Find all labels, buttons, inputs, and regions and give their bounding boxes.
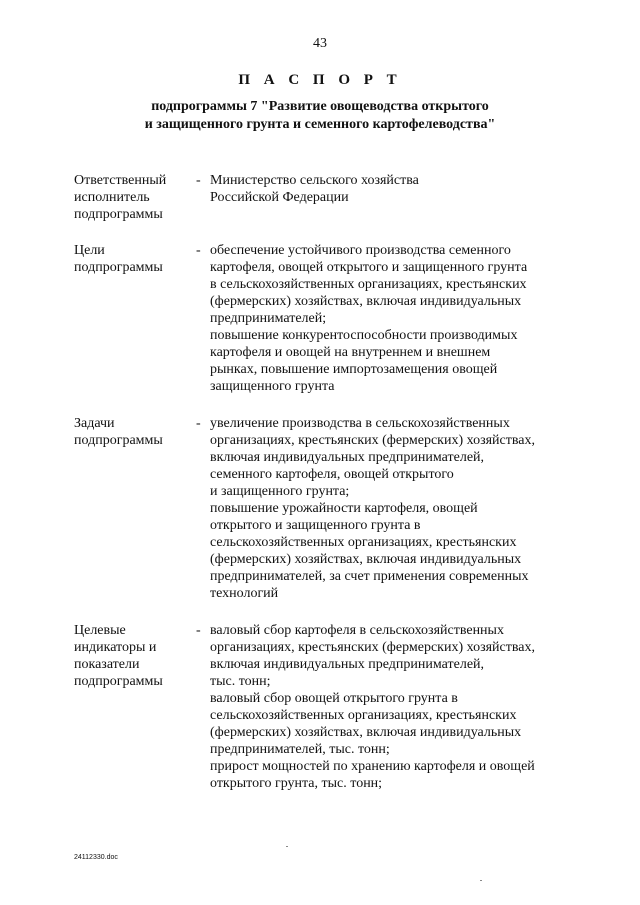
content-line: (фермерских) хозяйствах, включая индивидуальных [210, 294, 522, 309]
row-dash: - [196, 243, 201, 258]
row-dash: - [196, 416, 201, 431]
content-line: тыс. тонн; [210, 674, 271, 689]
row-dash: - [196, 173, 201, 188]
content-line: предпринимателей; [210, 311, 327, 326]
content-line: картофеля, овощей открытого и защищенного грунта [210, 260, 528, 275]
content-line: Министерство сельского хозяйства [210, 173, 419, 188]
label-line: исполнитель [74, 190, 150, 205]
content-line: в сельскохозяйственных организациях, крестьянских [210, 277, 527, 292]
row-label [74, 622, 192, 690]
content-line: и защищенного грунта; [210, 484, 350, 499]
footer-file-name: 24112330.doc [74, 854, 118, 861]
subtitle-line: подпрограммы 7 "Развитие овощеводства открытого [151, 99, 489, 114]
row-dash: - [196, 623, 201, 638]
scan-speck [286, 846, 288, 847]
content-line: включая индивидуальных предпринимателей, [210, 657, 485, 672]
content-line: сельскохозяйственных организациях, крестьянских [210, 708, 517, 723]
subtitle-line: и защищенного грунта и семенного картофелеводства" [144, 117, 496, 132]
content-line: повышение урожайности картофеля, овощей [210, 501, 478, 516]
content-line: защищенного грунта [210, 379, 335, 394]
content-line: повышение конкурентоспособности производимых [210, 328, 518, 343]
row-content [210, 172, 574, 206]
content-line: картофеля и овощей на внутреннем и внешнем [210, 345, 491, 360]
row-label [74, 415, 192, 449]
content-line: валовый сбор овощей открытого грунта в [210, 691, 458, 706]
content-line: организациях, крестьянских (фермерских) хозяйствах, [210, 433, 536, 448]
content-line: организациях, крестьянских (фермерских) хозяйствах, [210, 640, 536, 655]
content-line: семенного картофеля, овощей открытого [210, 467, 454, 482]
row-content [210, 242, 574, 395]
content-line: предпринимателей, тыс. тонн; [210, 742, 390, 757]
label-line: показатели [74, 657, 140, 672]
row-label [74, 242, 192, 276]
content-line: открытого грунта, тыс. тонн; [210, 776, 383, 791]
content-line: Российской Федерации [210, 190, 349, 205]
label-line: Ответственный [74, 173, 167, 188]
row-content [210, 622, 574, 792]
content-line: включая индивидуальных предпринимателей, [210, 450, 485, 465]
row-content [210, 415, 574, 602]
content-line: валовый сбор картофеля в сельскохозяйственных [210, 623, 504, 638]
content-line: открытого и защищенного грунта в [210, 518, 421, 533]
content-line: прирост мощностей по хранению картофеля и овощей [210, 759, 535, 774]
label-line: подпрограммы [74, 674, 163, 689]
scan-speck [480, 880, 482, 881]
row-label [74, 172, 192, 223]
content-line: (фермерских) хозяйствах, включая индивидуальных [210, 552, 522, 567]
label-line: Цели [74, 243, 105, 258]
content-line: сельскохозяйственных организациях, крестьянских [210, 535, 517, 550]
label-line: Задачи [74, 416, 115, 431]
content-line: увеличение производства в сельскохозяйственных [210, 416, 510, 431]
content-line: технологий [210, 586, 279, 601]
content-line: рынках, повышение импортозамещения овощей [210, 362, 498, 377]
label-line: подпрограммы [74, 207, 163, 222]
document-title: П А С П О Р Т [238, 72, 402, 88]
content-line: обеспечение устойчивого производства семенного [210, 243, 511, 258]
content-line: предпринимателей, за счет применения современных [210, 569, 529, 584]
label-line: Целевые [74, 623, 126, 638]
content-line: (фермерских) хозяйствах, включая индивидуальных [210, 725, 522, 740]
label-line: подпрограммы [74, 260, 163, 275]
page-number: 43 [313, 36, 327, 51]
label-line: индикаторы и [74, 640, 157, 655]
label-line: подпрограммы [74, 433, 163, 448]
document-subtitle [0, 98, 640, 134]
